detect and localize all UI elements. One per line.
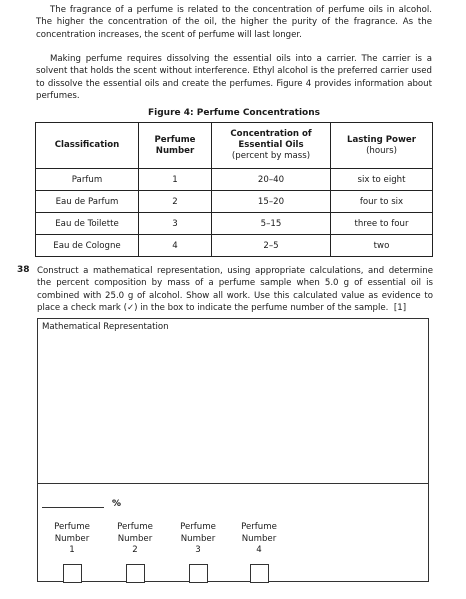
perfume-option-1 [47,522,97,583]
checkbox-perfume-2[interactable] [126,564,145,583]
answer-box-divider [38,483,428,484]
checkbox-perfume-3[interactable] [189,564,208,583]
figure-caption: Figure 4: Perfume Concentrations [147,108,321,118]
cell-number: 2 [139,191,212,213]
option-label-line2: Number [54,533,90,544]
table-row [36,213,433,235]
header-perfume-number: Perfume Number [139,123,212,169]
option-number: 4 [256,545,262,555]
option-number: 2 [132,545,138,555]
cell-classification: Eau de Cologne [36,235,139,257]
option-number: 3 [195,545,201,555]
cell-concentration: 20–40 [212,169,331,191]
cell-number: 4 [139,235,212,257]
cell-classification: Parfum [36,169,139,191]
perfume-option-2 [110,522,160,583]
question-body: Construct a mathematical representation, using appropriate calculations, and determine the percent composition by mass of a perfume sample when 5.0 g of essential oil is combined with 25.0 g of alcohol. Show all work. Use this calculated value as evidence to place a check mark (✓) in the box to indicate the perfume number of the sample. [37,266,433,313]
header-classification: Classification [36,123,139,169]
cell-classification: Eau de Parfum [36,191,139,213]
option-label-line2: Number [241,533,277,544]
checkbox-perfume-1[interactable] [63,564,82,583]
question-points: [1] [393,302,407,313]
answer-box-label: Mathematical Representation [42,322,169,332]
header-concentration: Concentration of Essential Oils (percent by mass) [212,123,331,169]
percent-symbol: % [112,499,122,509]
perfume-table [35,122,433,257]
cell-lasting: two [331,235,433,257]
table-row [36,169,433,191]
cell-lasting: four to six [331,191,433,213]
percent-answer-line[interactable] [42,507,104,508]
cell-number: 3 [139,213,212,235]
cell-lasting: six to eight [331,169,433,191]
option-label-line2: Number [180,533,216,544]
answer-box[interactable] [37,318,429,582]
passage-paragraph-1: The fragrance of a perfume is related to the concentration of perfume oils in alcohol. The higher the concentration of the oil, the higher the purity of the fragrance. As the concentration increases, the scent of perfume will last longer. [36,5,432,40]
option-label-line1: Perfume [241,522,277,532]
question-number: 38 [17,265,30,275]
checkbox-perfume-4[interactable] [250,564,269,583]
option-label-line1: Perfume [180,522,216,532]
header-lasting-power: Lasting Power (hours) [331,123,433,169]
option-label-line2: Number [117,533,153,544]
cell-concentration: 2–5 [212,235,331,257]
perfume-option-3 [173,522,223,583]
passage-paragraph-2: Making perfume requires dissolving the essential oils into a carrier. The carrier is a solvent that holds the scent without interference. Ethyl alcohol is the preferred carrier used to dissolve the essential oils and create the perfumes. Figure 4 provides information about perfumes. [36,54,432,102]
cell-classification: Eau de Toilette [36,213,139,235]
table-header-row [36,123,433,169]
option-label-line1: Perfume [117,522,153,532]
option-number: 1 [69,545,75,555]
cell-concentration: 15–20 [212,191,331,213]
cell-lasting: three to four [331,213,433,235]
option-label-line1: Perfume [54,522,90,532]
table-row [36,191,433,213]
table-row [36,235,433,257]
cell-concentration: 5–15 [212,213,331,235]
question-text [37,265,433,314]
perfume-option-4 [234,522,284,583]
cell-number: 1 [139,169,212,191]
